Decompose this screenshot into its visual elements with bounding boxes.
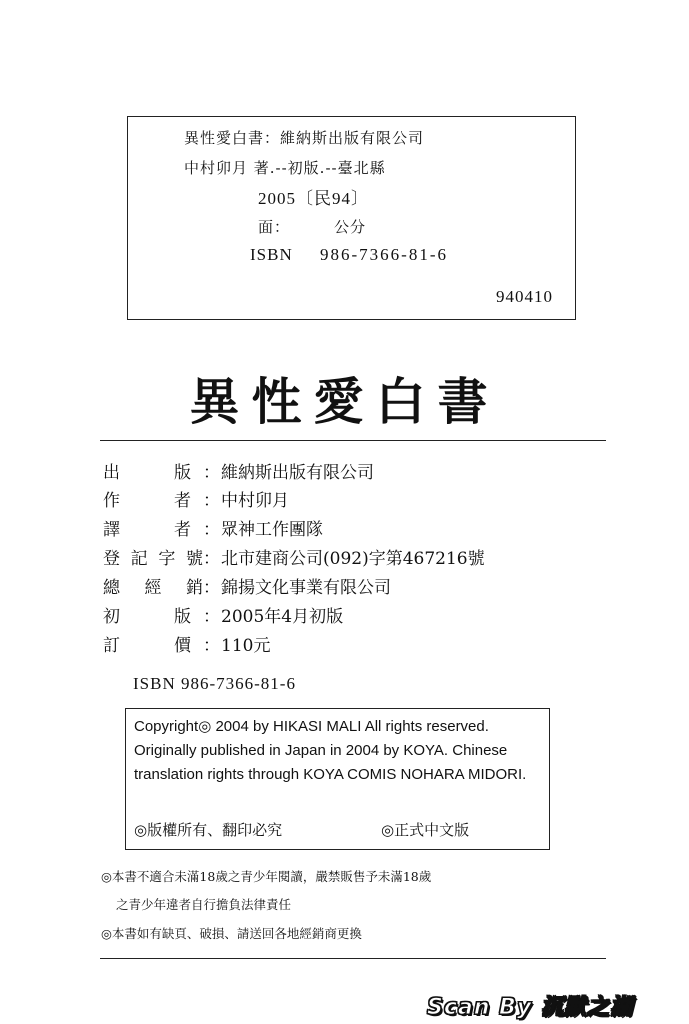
catalog-isbn-label: ISBN: [250, 245, 293, 264]
info-value: 110元: [221, 636, 271, 656]
info-value: 中村卯月: [221, 491, 289, 511]
catalog-line-publisher: 異性愛白書：維納斯出版有限公司: [184, 129, 425, 147]
info-label: [103, 458, 191, 483]
info-value: 北市建商公司(092)字第467216號: [221, 549, 485, 569]
info-label-char: 版: [174, 463, 191, 483]
isbn-line: ISBN 986-7366-81-6: [133, 674, 296, 693]
info-label: [103, 602, 191, 627]
catalog-number: 940410: [496, 287, 553, 306]
info-value: 維納斯出版有限公司: [221, 463, 374, 483]
catalog-line-year: 2005〔民94〕: [258, 189, 369, 208]
info-label-char: 字: [158, 549, 176, 569]
notice-age-restriction: ◎本書不適合未滿18歲之青少年閱讀，嚴禁販售予未滿18歲: [101, 869, 432, 884]
info-label-char: 作: [103, 491, 120, 511]
catalog-isbn: 986-7366-81-6: [320, 245, 448, 264]
info-separator: ：: [203, 491, 220, 511]
info-label-char: 譯: [103, 520, 120, 540]
info-label-char: 經: [144, 578, 162, 598]
info-label: [103, 631, 191, 656]
info-label-char: 初: [103, 607, 120, 627]
copyright-note-edition: ◎正式中文版: [381, 821, 470, 839]
copyright-note-rights: ◎版權所有、翻印必究: [134, 821, 283, 839]
catalog-line-unit: 公分: [334, 218, 367, 236]
info-value: 眾神工作團隊: [221, 520, 323, 540]
info-separator: ：: [203, 578, 220, 598]
info-label: [103, 544, 203, 569]
book-title: 異性愛白書: [189, 372, 500, 431]
catalog-box: [127, 116, 576, 320]
info-separator: ：: [203, 520, 220, 540]
info-label-char: 者: [174, 491, 191, 511]
info-label-char: 版: [174, 607, 191, 627]
info-label-char: 價: [174, 636, 191, 656]
info-label-char: 銷: [186, 578, 203, 598]
catalog-line-author: 中村卯月 著.--初版.--臺北縣: [184, 159, 386, 177]
divider-bottom: [100, 958, 606, 959]
info-separator: ：: [203, 463, 220, 483]
info-label-char: 訂: [103, 636, 120, 656]
info-label: [103, 573, 203, 598]
copyright-box: [125, 708, 550, 850]
catalog-line-pages-label: 面：: [258, 218, 291, 236]
info-label-char: 者: [174, 520, 191, 540]
info-separator: ：: [203, 636, 220, 656]
info-label-char: 記: [130, 549, 148, 569]
info-label-char: 登: [103, 549, 120, 569]
info-label-char: 號: [185, 549, 203, 569]
notice-replacement: ◎本書如有缺頁、破損、請送回各地經銷商更換: [101, 926, 362, 941]
info-value: 2005年4月初版: [221, 607, 344, 627]
info-label: [103, 486, 191, 511]
notice-age-restriction-cont: 之青少年違者自行擔負法律責任: [116, 897, 292, 912]
divider-top: [100, 440, 606, 441]
info-label: [103, 515, 191, 540]
copyright-text: Copyright◎ 2004 by HIKASI MALI All rights reserved. Originally published in Japan in 2004 by KOYA. Chinese translation rights through KOYA COMIS NOHARA MIDORI.: [134, 718, 527, 783]
scan-watermark: Scan By 沉默之湖: [427, 995, 633, 1020]
info-separator: ：: [203, 607, 220, 627]
info-label-char: 出: [103, 463, 120, 483]
info-value: 錦揚文化事業有限公司: [221, 578, 391, 598]
info-label-char: 總: [103, 578, 120, 598]
info-separator: ：: [203, 549, 220, 569]
